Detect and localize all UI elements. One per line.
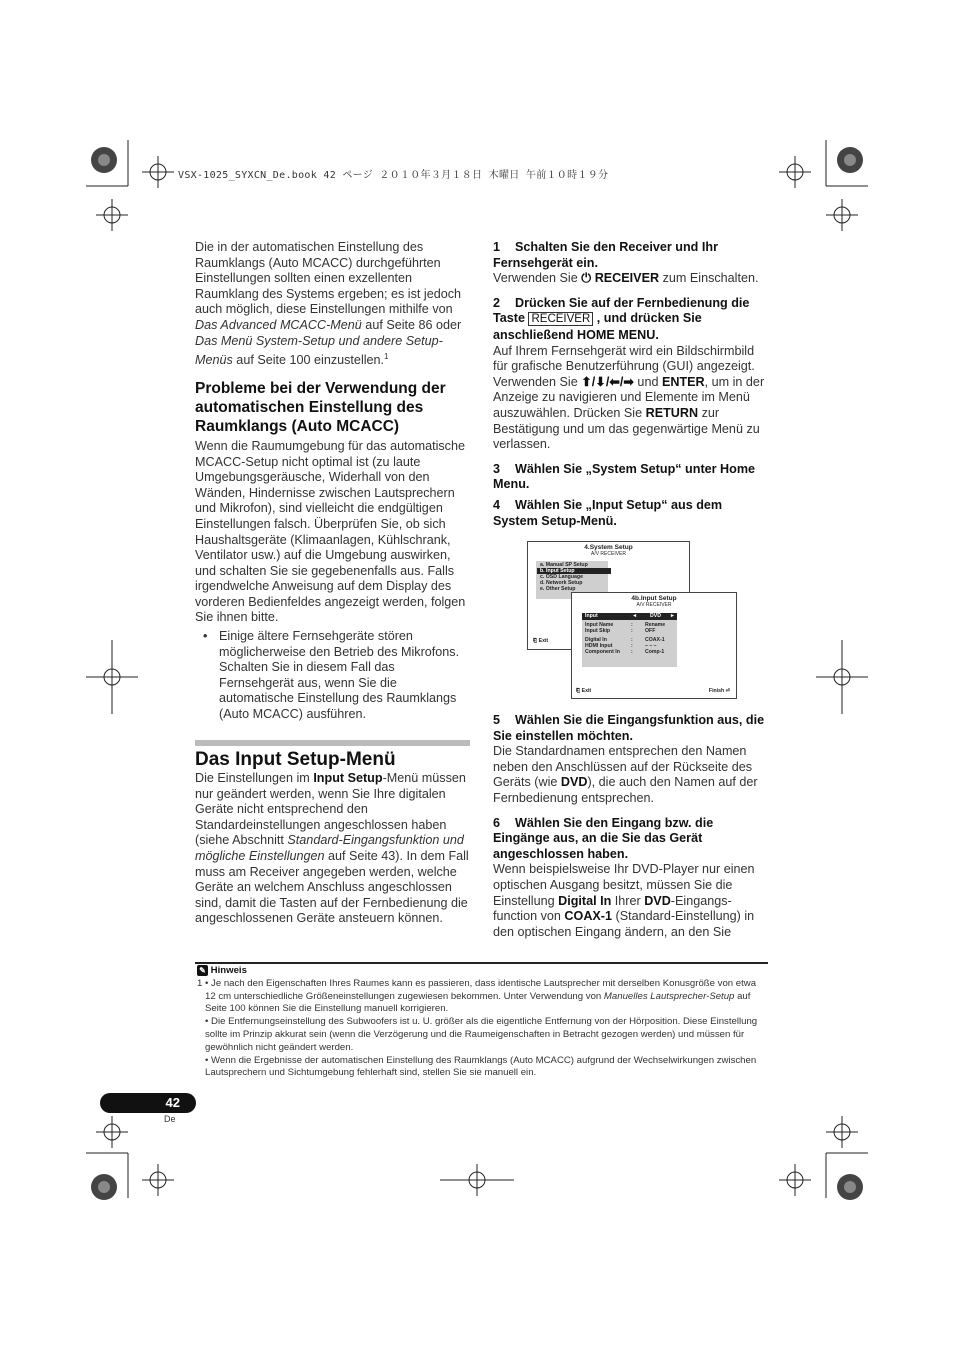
osd-row-value: – – – [645,643,657,649]
file-header: VSX-1025_SYXCN_De.book 42 ページ ２０１０年３月１８日 木曜日 午前１０時１９分 [178,170,609,181]
osd-front-subtitle: A/V RECEIVER [636,602,672,608]
hint-item-2: • Die Entfernungseinstellung des Subwoofers ist u. U. größer als die eigentliche Entfernung von der Hörposition. Diese Einstellung sollte im Prinzip akkurat sein (wenn die Verzögerung und die Raumeigenschaften in Betracht gezogen werden) und müssen für gewöhnlich nicht geändert werden. [205,1016,758,1053]
osd-front-title: 4b.Input Setup [631,595,677,602]
step-5-title: 5 Wählen Sie die Eingangsfunktion aus, die Sie einstellen möchten. [493,713,765,743]
osd-front-exit: ⎗ Exit [576,688,592,694]
bullet-text: Einige ältere Fernsehgeräte stören möglicherweise den Betrieb des Mikrofons. Schalten Sie in diesem Fall das Fernsehgerät aus, wenn Sie die automatische Einstellung des Raumklangs (Auto MCACC) ausführen. [219,629,460,722]
osd-row-label: Component In [585,649,620,655]
enter-icon: ⏎ [725,688,730,694]
osd-row-value: Rename [645,622,666,628]
return-icon: ⎗ [533,638,538,644]
osd-back-item: d. Network Setup [540,580,583,586]
intro-paragraph: Die in der automatischen Einstellung des Raumklangs (Auto MCACC) durchgeführten Einstellungen sollten einen exzellenten Raumklang des Systems ergeben; es ist jedoch auch möglich, diese Einstellungen mithilfe von Das Advanced MCACC-Menü auf Seite 86 oder Das Menü System-Setup und andere Setup-Menüs auf Seite 100 einzustellen.$^1$ [195,240,462,368]
bullet-item [195,629,470,723]
step-3-title: 3 Wählen Sie „System Setup“ unter Home Menu. [493,461,756,492]
return-icon: ⎗ [576,688,581,694]
osd-back-item: e. Other Setup [540,586,576,592]
osd-row-label: Input Name [585,622,614,628]
osd-back-title: 4.System Setup [584,544,633,551]
osd-row-value: OFF [645,628,656,634]
osd-row-label: Digital In [585,637,607,643]
step-6-text: Wenn beispielsweise Ihr DVD-Player nur einen optischen Ausgang besitzt, müssen Sie die Einstellung Digital In Ihrer DVD-Eingangs-function von COAX-1 (Standard-Einstellung) in den optischen Eingang ändern, an den Sie [493,862,755,939]
hint-body: 1 • Je nach den Eigenschaften Ihres Raumes kann es passieren, dass identische Lautsprecher mit derselben Konusgröße von etwa 12 cm unterschiedliche Größeneinstellungen zugewiesen bekommen. Unter Verwendung von Manuelles Lautsprecher-Setup auf Seite 100 können Sie die Einstellung manuell korrigieren. • Die Entfernungseinstellung des Subwoofers ist u. U. größer als die eigentliche Entfernung von der Hörposition. Diese Einstellung sollte im Prinzip akkurat sein (wenn die Verzögerung und die Raumeigenschaften in Betracht gezogen werden) und müssen für gewöhnlich nicht geändert werden. • Wenn die Ergebnisse der automatischen Einstellung des Raumklangs (Auto MCACC) aufgrund der Wechselwirkungen zwischen Lautsprechern und Sichtumgebung fehlerhaft sind, stellen Sie sie manuell ein. [197,978,768,1080]
page-number-tab [100,1093,196,1113]
step-6-title: 6 Wählen Sie den Eingang bzw. die Eingänge aus, an die Sie das Gerät angeschlossen haben. [493,815,714,861]
input-setup-heading: Das Input Setup-Menü [195,749,396,770]
hint-item-3: • Wenn die Ergebnisse der automatischen Einstellung des Raumklangs (Auto MCACC) aufgrund der Wechselwirkungen zwischen Lautsprechern und Sichtumgebung fehlerhaft sind, stellen Sie sie manuell ein. [205,1054,757,1079]
hint-icon: ✎ [197,965,208,976]
osd-back-exit: ⎗ Exit [533,638,549,644]
right-column-bottom [493,713,768,940]
step-5-text: Die Standardnamen entsprechen den Namen neben den Anschlüssen auf der Rückseite des Geräts (wie DVD), die auch den Namen auf der Fernbedienung entsprechen. [493,744,758,805]
osd-row-value: Comp-1 [645,649,665,655]
osd-front-row: Input Skip : OFF [585,628,656,634]
osd-back-item: a. Manual SP Setup [540,562,588,568]
osd-row-label: Input Skip [585,628,611,634]
step-2-text: Auf Ihrem Fernsehgerät wird ein Bildschirmbild für grafische Benutzerführung (GUI) angezeigt. Verwenden Sie ⬆/⬇/⬅/➡ und ENTER, um in der Anzeige zu navigieren und Elemente im Menü auszuwählen. Drücken Sie RETURN zur Bestätigung und um das gegenwärtige Menü zu verlassen. [493,343,765,452]
osd-front-row: Component In : Comp-1 [585,649,665,655]
hint-divider [195,962,768,964]
section-bar [195,740,470,746]
bullet-dot: • [203,629,208,644]
left-column [195,240,470,723]
hint-item-1: • Je nach den Eigenschaften Ihres Raumes kann es passieren, dass identische Lautsprecher mit derselben Konusgröße von etwa 12 cm unterschiedliche Größeneinstellungen zugewiesen bekommen. Unter Verwendung von Manuelles Lautsprecher-Setup auf Seite 100 können Sie die Einstellung manuell korrigieren. [205,977,757,1015]
step-1-text: Verwenden Sie ⏻ RECEIVER zum Einschalten. [493,271,759,286]
osd-input-setup [571,592,737,699]
osd-back-item-selected: b. Input Setup [537,568,611,574]
osd-row-label: HDMI Input [585,643,613,649]
page-number: 42 [165,1095,180,1110]
right-column-top [493,240,768,529]
osd-front-row: Input Name : Rename [585,622,666,628]
osd-front-row: HDMI Input : – – – [585,643,657,649]
osd-row-value: COAX-1 [645,637,665,643]
step-4-title: 4 Wählen Sie „Input Setup“ aus dem System Setup-Menü. [493,497,723,528]
step-2-title: 2 Drücken Sie auf der Fernbedienung die Taste RECEIVER , und drücken Sie anschließend HOME MENU. [493,295,750,342]
step-1-title: 1 Schalten Sie den Receiver und Ihr Fernsehgerät ein. [493,240,718,270]
hint-heading: ✎ Hinweis [197,965,768,978]
hint-box [197,965,768,1080]
osd-back-item: c. OSD Language [540,574,583,580]
osd-front-row: Digital In : COAX-1 [585,637,665,643]
osd-front-finish: Finish ⏎ [708,688,730,694]
osd-front-input-row: Input ◄ DVD ► [582,613,677,620]
problems-paragraph: Wenn die Raumumgebung für das automatische MCACC-Setup nicht optimal ist (zu laute Umgebungsgeräusche, Widerhall von den Wänden, Hindernisse zwischen Lautsprechern und Mikrofon), sind vielleicht die endgültigen Einstellungen falsch. Überprüfen Sie, ob sich Haushaltsgeräte (Klimaanlagen, Kühlschrank, Ventilator usw.) auf die Umgebung auswirken, und schalten Sie sie gegebenenfalls aus. Falls irgendwelche Anweisung auf dem Display des vorderen Bedienfeldes angezeigt werden, folgen Sie ihnen bitte. [195,438,466,625]
problems-heading: Probleme bei der Verwendung der automatischen Einstellung des Raumklangs (Auto MCACC) [195,379,446,435]
page-language: De [164,1114,176,1124]
osd-back-subtitle: A/V RECEIVER [590,551,626,557]
input-setup-paragraph: Die Einstellungen im Input Setup-Menü müssen nur geändert werden, wenn Sie Ihre digitalen Geräte nicht entsprechend den Standardeinstellungen angeschlossen haben (siehe Abschnitt Standard-Eingangsfunktion und mögliche Einstellungen auf Seite 43). In dem Fall muss am Receiver angegeben werden, welche Geräte an welchem Anschluss angeschlossen sind, damit die Tasten auf der Fernbedienung die angeschlossenen Geräte ansteuern können. [195,771,469,926]
